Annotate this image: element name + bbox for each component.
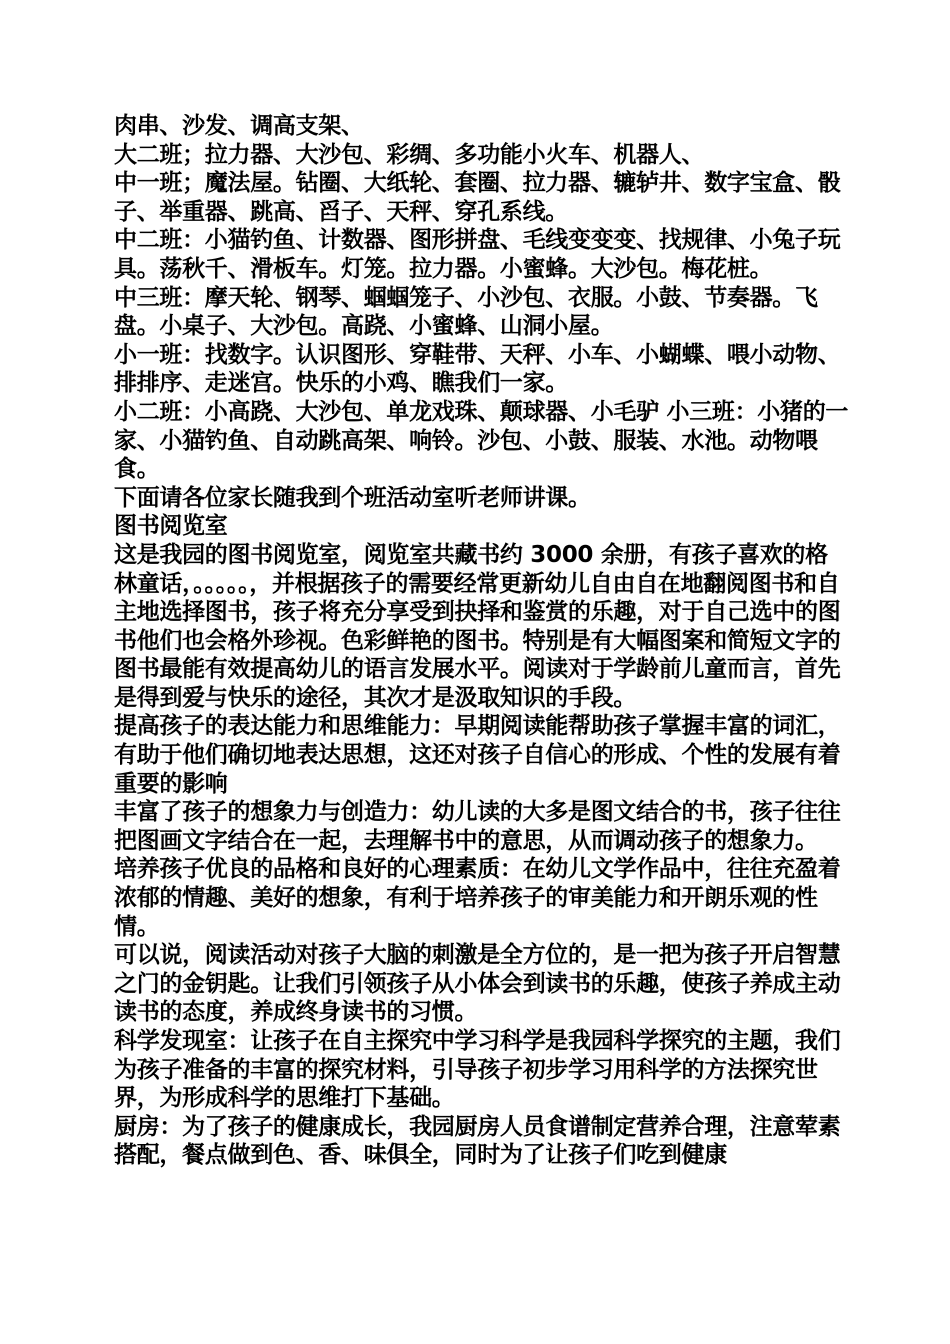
document-body: [114, 112, 850, 1170]
paragraph-class-da-er: 大二班；拉力器、大沙包、彩绸、多功能小火车、机器人、: [114, 141, 705, 168]
paragraph-class-zhong-er: 中二班：小猫钓鱼、计数器、图形拼盘、毛线变变变、找规律、小兔子玩具。荡秋千、滑板车。灯笼。拉力器。小蜜蜂。大沙包。梅花桩。: [114, 227, 841, 282]
section-heading-library: 图书阅览室: [114, 513, 228, 540]
paragraph-invitation: 下面请各位家长随我到个班活动室听老师讲课。: [114, 484, 591, 511]
paragraph-class-xiao-yi: 小一班：找数字。认识图形、穿鞋带、天秤、小车、小蝴蝶、喂小动物、排排序、走迷宫。快乐的小鸡、瞧我们一家。: [114, 341, 841, 397]
paragraph-class-zhong-yi: 中一班；魔法屋。钻圈、大纸轮、套圈、拉力器、辘轳井、数字宝盒、骰子、举重器、跳高、舀子、天秤、穿孔系线。: [114, 170, 841, 225]
paragraph-expression-ability: 提高孩子的表达能力和思维能力：早期阅读能帮助孩子掌握丰富的词汇，有助于他们确切地表达思想，这还对孩子自信心的形成、个性的发展有着重要的影响: [114, 713, 841, 797]
paragraph-science-room: 科学发现室：让孩子在自主探究中学习科学是我园科学探究的主题，我们为孩子准备的丰富的探究材料，引导孩子初步学习用科学的方法探究世界，为形成科学的思维打下基础。: [114, 1028, 841, 1112]
paragraph-class-zhong-san: 中三班：摩天轮、钢琴、蝈蝈笼子、小沙包、衣服。小鼓、节奏器。飞盘。小桌子、大沙包。高跷、小蜜蜂、山洞小屋。: [114, 284, 818, 340]
paragraph-imagination: 丰富了孩子的想象力与创造力：幼儿读的大多是图文结合的书，孩子往往把图画文字结合在一起，去理解书中的意思，从而调动孩子的想象力。: [114, 799, 841, 854]
paragraph-item-list-end: 肉串、沙发、调高支架、: [114, 113, 364, 139]
paragraph-kitchen: 厨房：为了孩子的健康成长，我园厨房人员食谱制定营养合理，注意荤素搭配，餐点做到色、香、味俱全，同时为了让孩子们吃到健康: [114, 1113, 841, 1169]
paragraph-reading-summary: 可以说，阅读活动对孩子大脑的刺激是全方位的，是一把为孩子开启智慧之门的金钥匙。让我们引领孩子从小体会到读书的乐趣，使孩子养成主动读书的态度，养成终身读书的习惯。: [114, 942, 841, 1026]
paragraph-library-intro: 这是我园的图书阅览室，阅览室共藏书约 3000 余册，有孩子喜欢的格林童话，。。。。。，并根据孩子的需要经常更新幼儿自由自在地翻阅图书和自主地选择图书，孩子将充分享受到抉择和鉴赏的乐趣，对于自己选中的图书他们也会格外珍视。色彩鲜艳的图书。特别是有大幅图案和简短文字的图书最能有效提高幼儿的语言发展水平。阅读对于学龄前儿童而言，首先是得到爱与快乐的途径，其次才是汲取知识的手段。: [114, 541, 841, 711]
paragraph-class-xiao-er-san: 小二班：小高跷、大沙包、单龙戏珠、颠球器、小毛驴 小三班：小猪的一家、小猫钓鱼、自动跳高架、响铃。沙包、小鼓、服装、水池。动物喂食。: [114, 398, 849, 483]
paragraph-character: 培养孩子优良的品格和良好的心理素质：在幼儿文学作品中，往往充盈着浓郁的情趣、美好的想象，有利于培养孩子的审美能力和开朗乐观的性情。: [114, 856, 841, 940]
